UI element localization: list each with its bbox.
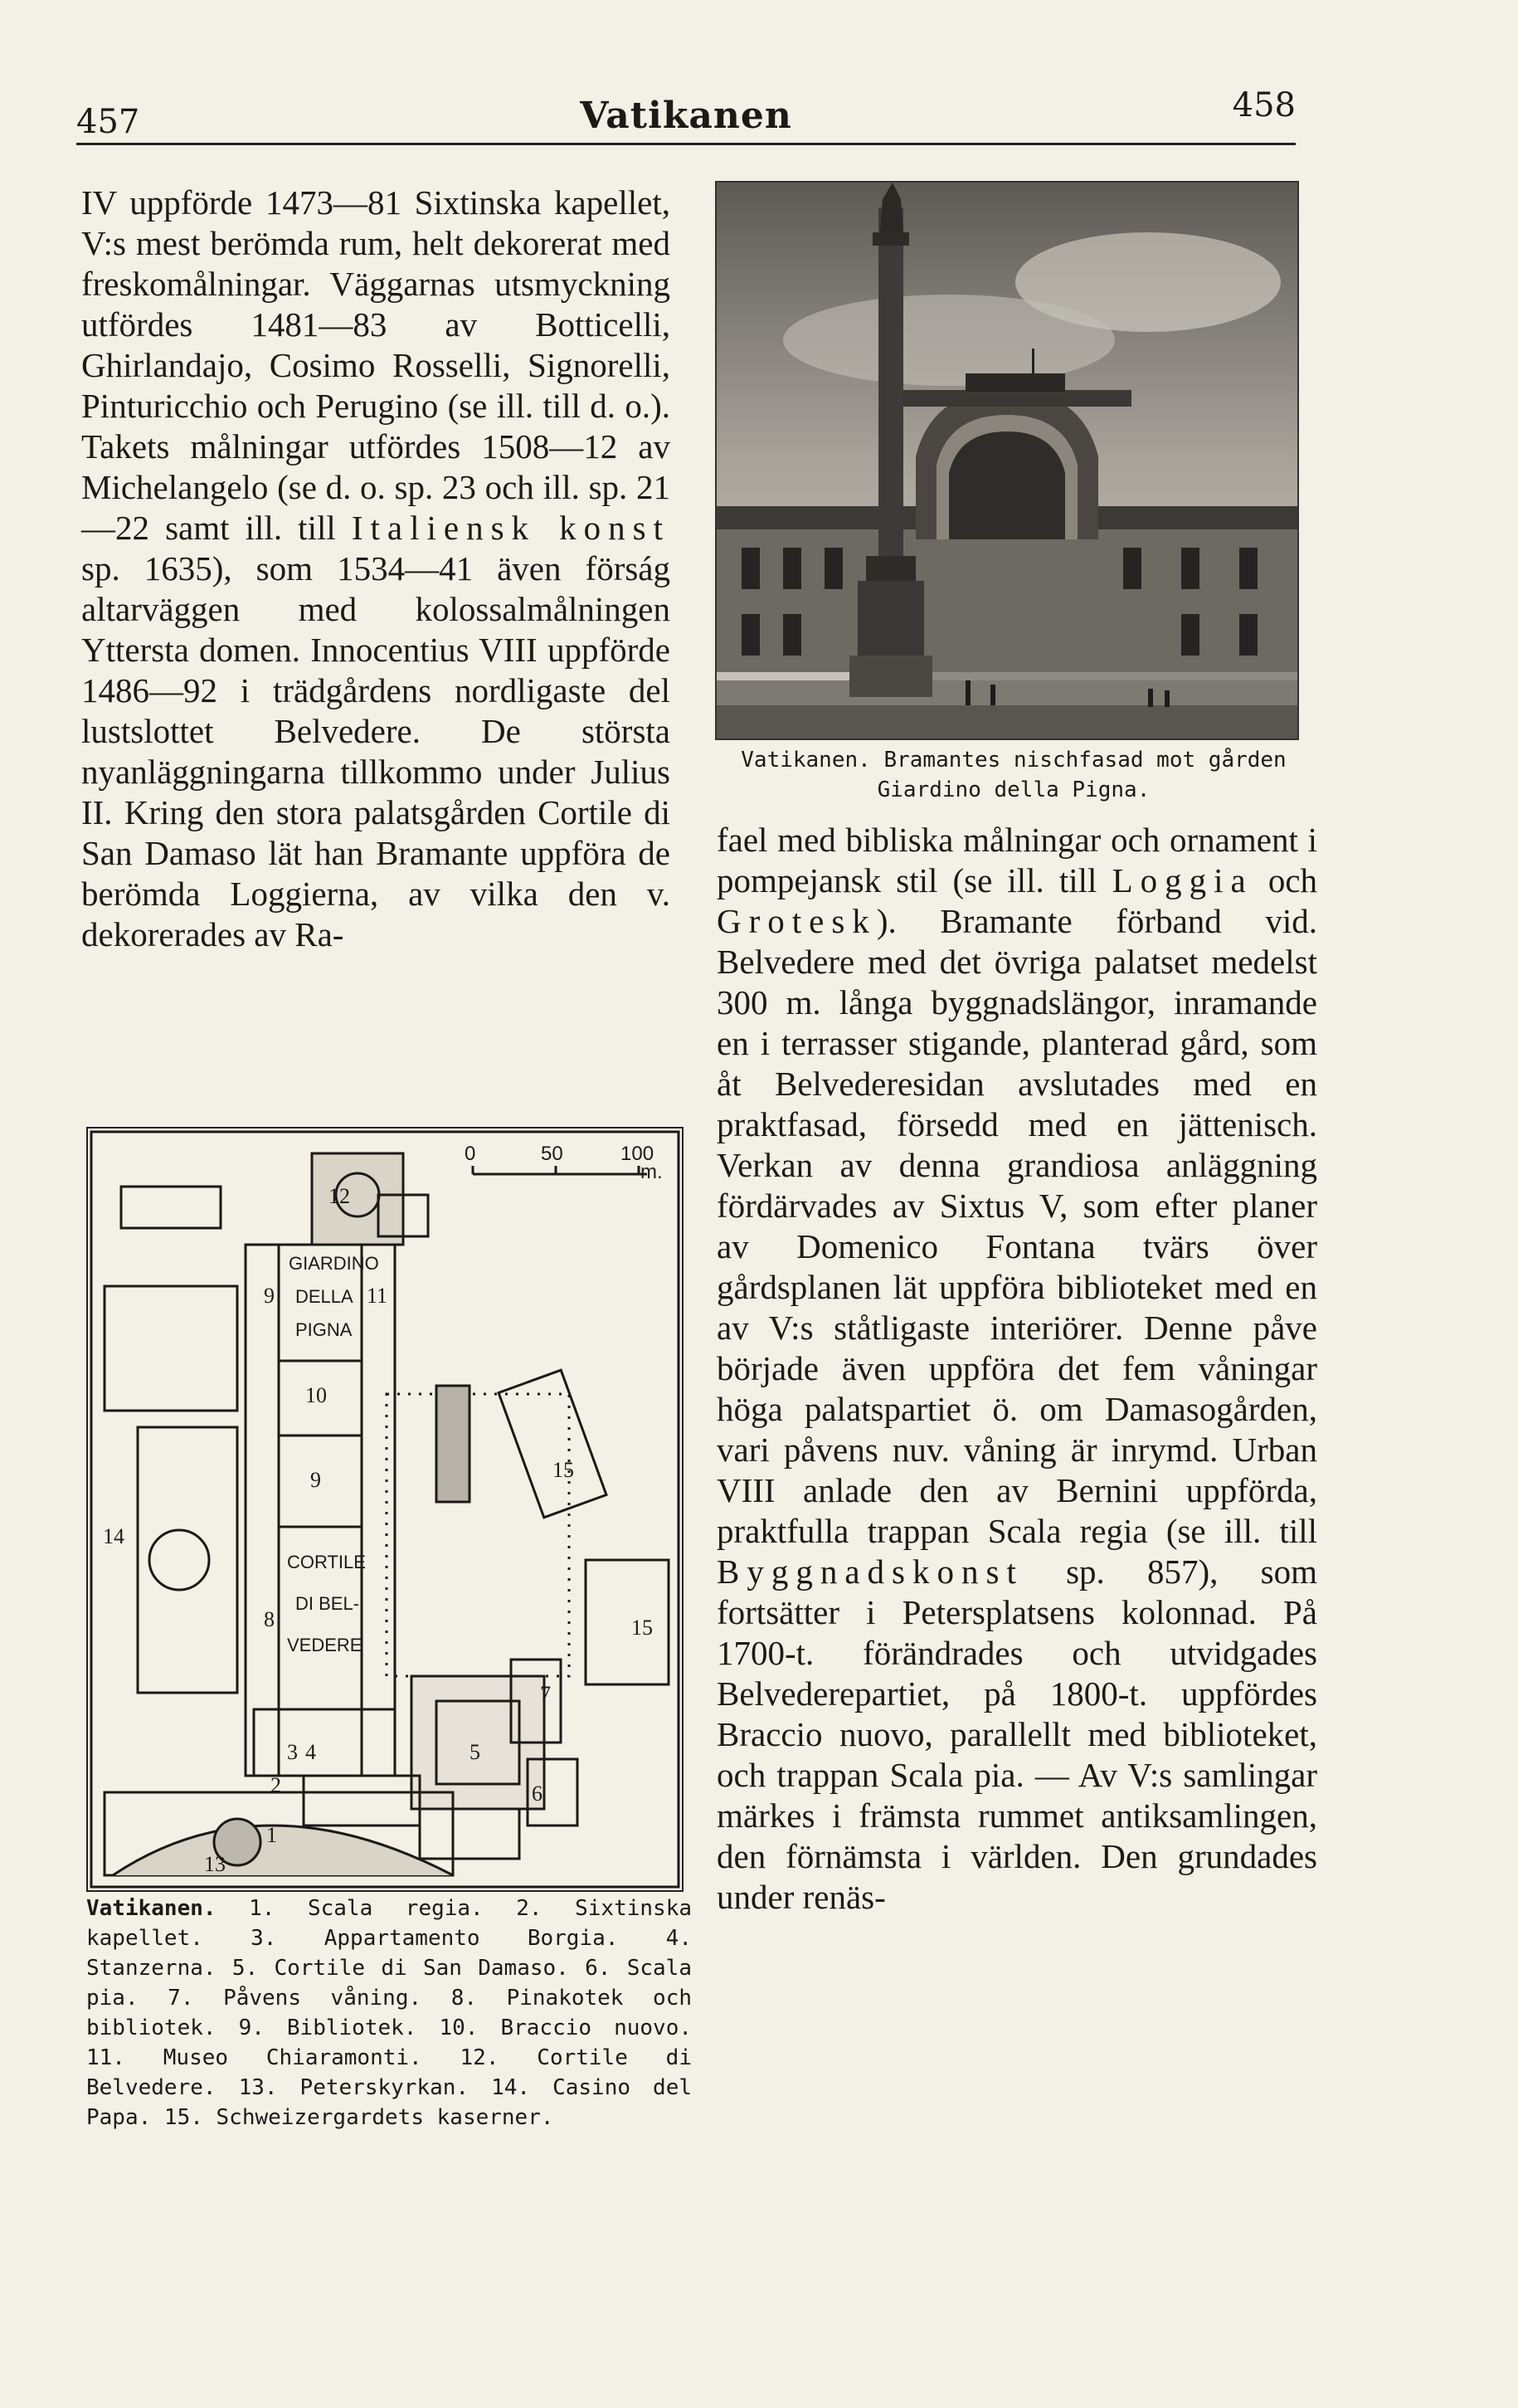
svg-text:100: 100: [620, 1143, 654, 1165]
svg-text:0: 0: [465, 1143, 476, 1165]
header-rule: [76, 143, 1296, 145]
svg-text:DELLA: DELLA: [295, 1286, 353, 1307]
svg-text:3: 3: [287, 1740, 298, 1764]
svg-text:GIARDINO: GIARDINO: [289, 1253, 379, 1274]
plan-caption-lead: Vatikanen.: [86, 1896, 217, 1921]
svg-text:9: 9: [264, 1284, 275, 1308]
running-header: [76, 83, 1296, 149]
plan-scale-bar: [465, 1137, 664, 1187]
svg-text:11: 11: [367, 1284, 388, 1308]
left-column-text: [81, 183, 670, 955]
plan-caption: [86, 1894, 692, 2133]
svg-text:2: 2: [270, 1773, 281, 1797]
plan-caption-text: 1. Scala regia. 2. Sixtinska kapellet. 3. Appartamento Borgia. 4. Stanzerna. 5. Cortile di San Damaso. 6. Scala pia. 7. Påvens våning. 8. Pinakotek och bibliotek. 9. Bibliotek. 10. Braccio nuovo. 11. Museo Chiaramonti. 12. Cortile di Belvedere. 13. Peterskyrkan. 14. Casino del Papa. 15. Schweizergardets kaserner.: [86, 1896, 693, 2130]
svg-text:8: 8: [264, 1607, 275, 1631]
photo-caption: Vatikanen. Bramantes nischfasad mot gården Giardino della Pigna.: [741, 748, 1287, 802]
spaced-term-grotesk: Grotesk: [717, 902, 877, 940]
right-column-text: [717, 820, 1317, 1918]
svg-text:14: 14: [103, 1524, 124, 1548]
svg-text:5: 5: [470, 1740, 480, 1764]
site-plan-map: [86, 1127, 684, 1892]
spaced-term-byggnadskonst: Byggnadskonst: [717, 1553, 1024, 1591]
svg-text:12: 12: [328, 1184, 350, 1208]
page-number-left: 457: [76, 103, 140, 141]
page-number-right: 458: [1232, 86, 1296, 124]
spaced-term-loggia: Loggia: [1112, 861, 1253, 899]
svg-text:50: 50: [541, 1143, 563, 1165]
spaced-term: Italiensk konst: [351, 509, 670, 547]
running-title: Vatikanen: [580, 95, 792, 137]
right-paragraph: fael med bibliska målningar och ornament i pompejansk stil (se ill. till Loggia och Grotesk). Bramante förband vid. Belvedere med det övriga palatset medelst 300 m. långa byggnadslängor, inramande en i terrasser stigande, planterad gård, som åt Belvederesidan avslutades med en praktfasad, försedd med en jättenisch. Verkan av denna grandiosa anläggning fördärvades av Sixtus V, som efter planer av Domenico Fontana tvärs över gårdsplanen lät uppföra biblioteket med en av V:s ståtligaste interiörer. Denne påve började även uppföra det fem våningar höga palatspartiet ö. om Damasogården, vari påvens nuv. våning är inrymd. Urban VIII anlade den av Bernini uppförda, praktfulla trappan Scala regia (se ill. till Byggnadskonst sp. 857), som fortsätter i Petersplatsens kolonnad. På 1700-t. förändrades och utvidgades Belvederepartiet, på 1800-t. uppfördes Braccio nuovo, parallellt med biblioteket, och trappan Scala pia. — Av V:s samlingar märkes i främsta rummet antiksamlingen, den förnämsta i världen. Den grundades under renäs-: [717, 821, 1318, 1916]
svg-text:7: 7: [540, 1682, 551, 1706]
svg-text:PIGNA: PIGNA: [295, 1319, 353, 1340]
svg-text:15: 15: [552, 1458, 574, 1482]
svg-text:13: 13: [204, 1852, 226, 1876]
svg-text:10: 10: [305, 1383, 327, 1407]
svg-text:m.: m.: [640, 1161, 663, 1183]
svg-text:6: 6: [532, 1782, 542, 1806]
svg-text:CORTILE: CORTILE: [287, 1552, 366, 1572]
svg-text:VEDERE: VEDERE: [287, 1635, 362, 1655]
svg-text:4: 4: [305, 1740, 316, 1764]
svg-text:15: 15: [631, 1616, 653, 1640]
svg-text:1: 1: [266, 1823, 277, 1847]
left-paragraph: IV uppförde 1473—81 Sixtinska kapellet, V:s mest berömda rum, helt dekorerat med freskomålningar. Väggarnas utsmyckning utfördes 1481—83 av Botticelli, Ghirlandajo, Cosimo Rosselli, Signorelli, Pinturicchio och Perugino (se ill. till d. o.). Takets målningar utfördes 1508—12 av Michelangelo (se d. o. sp. 23 och ill. sp. 21—22 samt ill. till Italiensk konst sp. 1635), som 1534—41 även förság altarväggen med kolossalmålningen Yttersta domen. Innocentius VIII uppförde 1486—92 i trädgårdens nordligaste del lustslottet Belvedere. De största nyanläggningarna tillkommo under Julius II. Kring den stora palatsgården Cortile di San Damaso lät han Bramante uppföra de berömda Loggierna, av vilka den v. dekorerades av Ra-: [81, 183, 670, 953]
svg-text:9: 9: [310, 1468, 321, 1492]
svg-text:DI BEL-: DI BEL-: [295, 1593, 360, 1614]
bramante-niche-photo: [715, 181, 1299, 740]
